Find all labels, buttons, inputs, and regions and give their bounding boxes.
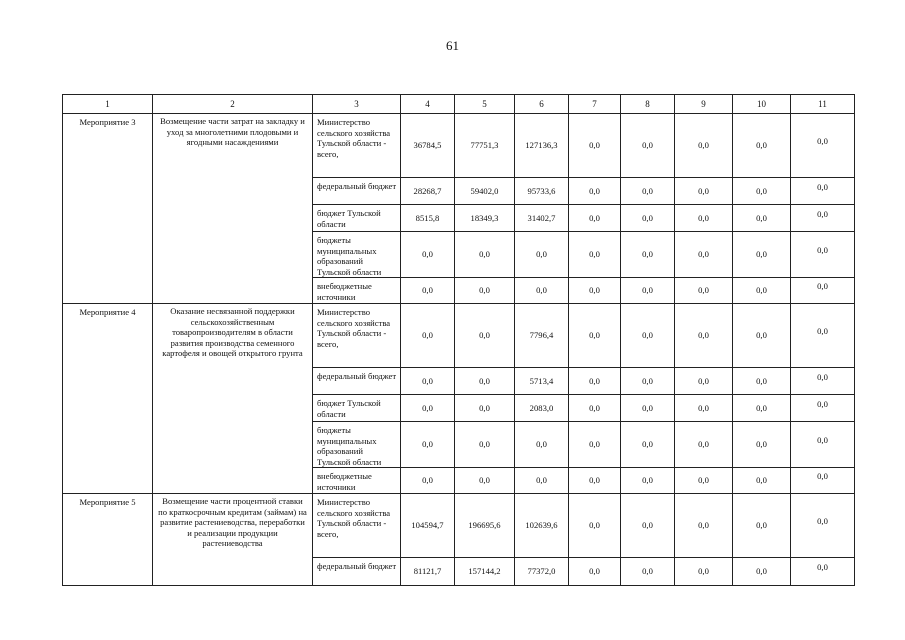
table-row — [63, 114, 855, 178]
value-text: 0,0 — [698, 212, 709, 223]
funding-source: Министерство сельского хозяйства Тульской области - всего, — [313, 304, 401, 368]
value-text: 0,0 — [698, 330, 709, 341]
value-cell — [791, 304, 855, 368]
value-text: 0,0 — [589, 185, 600, 196]
value-cell — [621, 468, 675, 494]
value-text: 127136,3 — [525, 140, 558, 151]
funding-source: бюджеты муниципальных образований Тульской области — [313, 422, 401, 468]
value-cell — [401, 114, 455, 178]
value-cell — [675, 422, 733, 468]
value-text: 0,0 — [756, 185, 767, 196]
value-cell — [733, 558, 791, 586]
value-cell — [569, 304, 621, 368]
value-cell — [791, 422, 855, 468]
funding-source: федеральный бюджет — [313, 558, 401, 586]
value-cell — [569, 278, 621, 304]
value-text: 0,0 — [756, 402, 767, 413]
value-cell — [455, 278, 515, 304]
value-text: 0,0 — [422, 330, 433, 341]
value-cell — [733, 368, 791, 395]
value-cell — [401, 232, 455, 278]
value-text: 0,0 — [756, 475, 767, 486]
funding-source: федеральный бюджет — [313, 368, 401, 395]
value-text: 7796,4 — [529, 330, 554, 341]
value-cell — [675, 232, 733, 278]
value-text: 0,0 — [817, 371, 828, 382]
value-cell — [621, 395, 675, 422]
value-text: 0,0 — [756, 140, 767, 151]
value-cell — [621, 422, 675, 468]
value-text: 0,0 — [756, 330, 767, 341]
value-text: 0,0 — [817, 326, 828, 337]
value-text: 0,0 — [589, 140, 600, 151]
value-cell — [733, 205, 791, 232]
value-cell — [401, 422, 455, 468]
value-text: 0,0 — [817, 562, 828, 573]
value-text: 0,0 — [756, 375, 767, 386]
value-text: 102639,6 — [525, 520, 558, 531]
value-text: 77751,3 — [470, 140, 499, 151]
value-text: 0,0 — [422, 402, 433, 413]
value-cell — [733, 395, 791, 422]
funding-source: внебюджетные источники — [313, 468, 401, 494]
column-header: 9 — [675, 95, 733, 114]
value-cell — [733, 304, 791, 368]
value-cell — [791, 205, 855, 232]
value-text: 5713,4 — [529, 375, 554, 386]
funding-source: бюджет Тульской области — [313, 205, 401, 232]
value-cell — [515, 422, 569, 468]
value-text: 0,0 — [642, 566, 653, 577]
value-text: 0,0 — [698, 402, 709, 413]
value-cell — [569, 205, 621, 232]
value-cell — [569, 422, 621, 468]
value-cell — [515, 232, 569, 278]
value-text: 0,0 — [698, 520, 709, 531]
value-cell — [455, 368, 515, 395]
value-cell — [675, 304, 733, 368]
value-cell — [515, 205, 569, 232]
value-text: 0,0 — [589, 249, 600, 260]
value-text: 0,0 — [642, 212, 653, 223]
activity-name: Мероприятие 5 — [63, 494, 153, 586]
value-cell — [401, 468, 455, 494]
value-text: 0,0 — [589, 375, 600, 386]
value-cell — [733, 114, 791, 178]
page-number: 61 — [446, 38, 459, 53]
value-cell — [569, 395, 621, 422]
value-cell — [515, 178, 569, 205]
value-text: 0,0 — [422, 249, 433, 260]
value-text: 0,0 — [698, 375, 709, 386]
value-text: 59402,0 — [470, 185, 499, 196]
value-text: 0,0 — [756, 285, 767, 296]
value-text: 0,0 — [642, 439, 653, 450]
table-row — [63, 304, 855, 368]
value-cell — [515, 395, 569, 422]
value-text: 0,0 — [479, 402, 490, 413]
value-text: 0,0 — [589, 285, 600, 296]
column-header: 2 — [153, 95, 313, 114]
activity-description: Возмещение части процентной ставки по краткосрочным кредитам (займам) на развитие растениеводства, переработки и реализации продукции растениеводства — [153, 494, 313, 586]
column-header: 6 — [515, 95, 569, 114]
value-cell — [401, 278, 455, 304]
value-text: 0,0 — [698, 285, 709, 296]
activity-description: Возмещение части затрат на закладку и уход за многолетними плодовыми и ягодными насаждениями — [153, 114, 313, 304]
value-text: 0,0 — [589, 330, 600, 341]
value-cell — [733, 232, 791, 278]
value-text: 0,0 — [479, 330, 490, 341]
value-cell — [621, 178, 675, 205]
value-text: 0,0 — [756, 520, 767, 531]
value-cell — [455, 422, 515, 468]
value-cell — [569, 114, 621, 178]
value-cell — [791, 368, 855, 395]
column-header: 4 — [401, 95, 455, 114]
value-text: 28268,7 — [413, 185, 442, 196]
value-cell — [733, 422, 791, 468]
value-text: 0,0 — [642, 475, 653, 486]
funding-source: Министерство сельского хозяйства Тульской области - всего, — [313, 494, 401, 558]
value-text: 0,0 — [817, 181, 828, 192]
value-text: 0,0 — [817, 208, 828, 219]
value-cell — [515, 494, 569, 558]
funding-source: бюджет Тульской области — [313, 395, 401, 422]
value-cell — [621, 368, 675, 395]
value-text: 0,0 — [642, 375, 653, 386]
value-text: 0,0 — [642, 185, 653, 196]
value-cell — [401, 178, 455, 205]
value-text: 0,0 — [642, 249, 653, 260]
value-text: 0,0 — [642, 402, 653, 413]
value-text: 31402,7 — [527, 212, 556, 223]
value-cell — [791, 558, 855, 586]
value-text: 0,0 — [817, 245, 828, 256]
value-cell — [455, 494, 515, 558]
value-text: 0,0 — [642, 520, 653, 531]
funding-source: внебюджетные источники — [313, 278, 401, 304]
value-cell — [733, 494, 791, 558]
value-cell — [675, 205, 733, 232]
column-header: 11 — [791, 95, 855, 114]
value-text: 0,0 — [422, 375, 433, 386]
value-cell — [401, 205, 455, 232]
value-cell — [675, 278, 733, 304]
value-text: 0,0 — [589, 439, 600, 450]
header-row — [63, 95, 855, 114]
value-cell — [455, 304, 515, 368]
value-text: 0,0 — [536, 285, 547, 296]
value-text: 0,0 — [479, 375, 490, 386]
value-text: 0,0 — [817, 136, 828, 147]
value-text: 0,0 — [479, 439, 490, 450]
activity-description: Оказание несвязанной поддержки сельскохозяйственным товаропроизводителям в области развития производства семенного картофеля и овощей открытого грунта — [153, 304, 313, 494]
value-cell — [621, 232, 675, 278]
value-text: 157144,2 — [468, 566, 501, 577]
value-cell — [621, 205, 675, 232]
value-cell — [401, 304, 455, 368]
value-cell — [515, 368, 569, 395]
value-cell — [675, 468, 733, 494]
funding-source: Министерство сельского хозяйства Тульской области - всего, — [313, 114, 401, 178]
value-cell — [675, 114, 733, 178]
value-cell — [791, 178, 855, 205]
financing-table — [62, 94, 855, 586]
value-text: 0,0 — [422, 285, 433, 296]
value-cell — [569, 232, 621, 278]
value-text: 8515,8 — [415, 212, 440, 223]
value-text: 0,0 — [589, 212, 600, 223]
value-cell — [791, 494, 855, 558]
value-cell — [733, 178, 791, 205]
value-cell — [621, 494, 675, 558]
value-text: 0,0 — [756, 439, 767, 450]
value-text: 0,0 — [817, 471, 828, 482]
value-cell — [791, 468, 855, 494]
value-cell — [675, 368, 733, 395]
column-header: 3 — [313, 95, 401, 114]
value-cell — [455, 468, 515, 494]
value-text: 36784,5 — [413, 140, 442, 151]
value-text: 0,0 — [536, 475, 547, 486]
value-cell — [621, 278, 675, 304]
value-text: 0,0 — [479, 475, 490, 486]
column-header: 1 — [63, 95, 153, 114]
value-text: 0,0 — [698, 475, 709, 486]
value-text: 2083,0 — [529, 402, 554, 413]
value-cell — [791, 232, 855, 278]
value-cell — [401, 368, 455, 395]
value-text: 0,0 — [698, 439, 709, 450]
value-text: 0,0 — [536, 249, 547, 260]
value-text: 0,0 — [817, 435, 828, 446]
value-text: 77372,0 — [527, 566, 556, 577]
column-header: 10 — [733, 95, 791, 114]
activity-name: Мероприятие 3 — [63, 114, 153, 304]
value-text: 0,0 — [422, 475, 433, 486]
value-cell — [621, 114, 675, 178]
value-text: 0,0 — [698, 185, 709, 196]
value-text: 18349,3 — [470, 212, 499, 223]
value-text: 0,0 — [422, 439, 433, 450]
value-cell — [621, 304, 675, 368]
value-cell — [791, 395, 855, 422]
value-cell — [515, 558, 569, 586]
value-text: 0,0 — [589, 520, 600, 531]
value-cell — [675, 178, 733, 205]
value-cell — [455, 178, 515, 205]
column-header: 7 — [569, 95, 621, 114]
value-cell — [401, 395, 455, 422]
table-row — [63, 494, 855, 558]
value-cell — [733, 278, 791, 304]
value-cell — [791, 114, 855, 178]
value-cell — [733, 468, 791, 494]
value-text: 0,0 — [756, 212, 767, 223]
value-cell — [455, 395, 515, 422]
value-cell — [455, 205, 515, 232]
value-text: 0,0 — [817, 398, 828, 409]
value-cell — [791, 278, 855, 304]
value-cell — [675, 395, 733, 422]
value-text: 0,0 — [698, 566, 709, 577]
value-cell — [675, 494, 733, 558]
value-text: 0,0 — [589, 402, 600, 413]
value-text: 0,0 — [756, 566, 767, 577]
value-cell — [621, 558, 675, 586]
value-text: 0,0 — [642, 285, 653, 296]
value-cell — [401, 558, 455, 586]
value-text: 0,0 — [479, 249, 490, 260]
column-header: 8 — [621, 95, 675, 114]
value-text: 0,0 — [756, 249, 767, 260]
funding-source: бюджеты муниципальных образований Тульской области — [313, 232, 401, 278]
value-cell — [569, 558, 621, 586]
value-text: 0,0 — [698, 249, 709, 260]
value-text: 0,0 — [589, 475, 600, 486]
value-text: 196695,6 — [468, 520, 501, 531]
value-text: 0,0 — [536, 439, 547, 450]
value-text: 0,0 — [589, 566, 600, 577]
value-cell — [515, 304, 569, 368]
value-cell — [455, 232, 515, 278]
value-text: 0,0 — [698, 140, 709, 151]
column-header: 5 — [455, 95, 515, 114]
value-text: 81121,7 — [413, 566, 442, 577]
value-cell — [515, 468, 569, 494]
activity-name: Мероприятие 4 — [63, 304, 153, 494]
value-text: 104594,7 — [411, 520, 444, 531]
value-text: 0,0 — [817, 281, 828, 292]
value-cell — [515, 278, 569, 304]
value-cell — [515, 114, 569, 178]
value-cell — [569, 468, 621, 494]
value-cell — [455, 114, 515, 178]
value-cell — [675, 558, 733, 586]
value-text: 0,0 — [642, 140, 653, 151]
value-cell — [569, 494, 621, 558]
value-cell — [401, 494, 455, 558]
value-cell — [569, 178, 621, 205]
value-cell — [455, 558, 515, 586]
value-cell — [569, 368, 621, 395]
value-text: 95733,6 — [527, 185, 556, 196]
value-text: 0,0 — [642, 330, 653, 341]
funding-source: федеральный бюджет — [313, 178, 401, 205]
value-text: 0,0 — [479, 285, 490, 296]
value-text: 0,0 — [817, 516, 828, 527]
